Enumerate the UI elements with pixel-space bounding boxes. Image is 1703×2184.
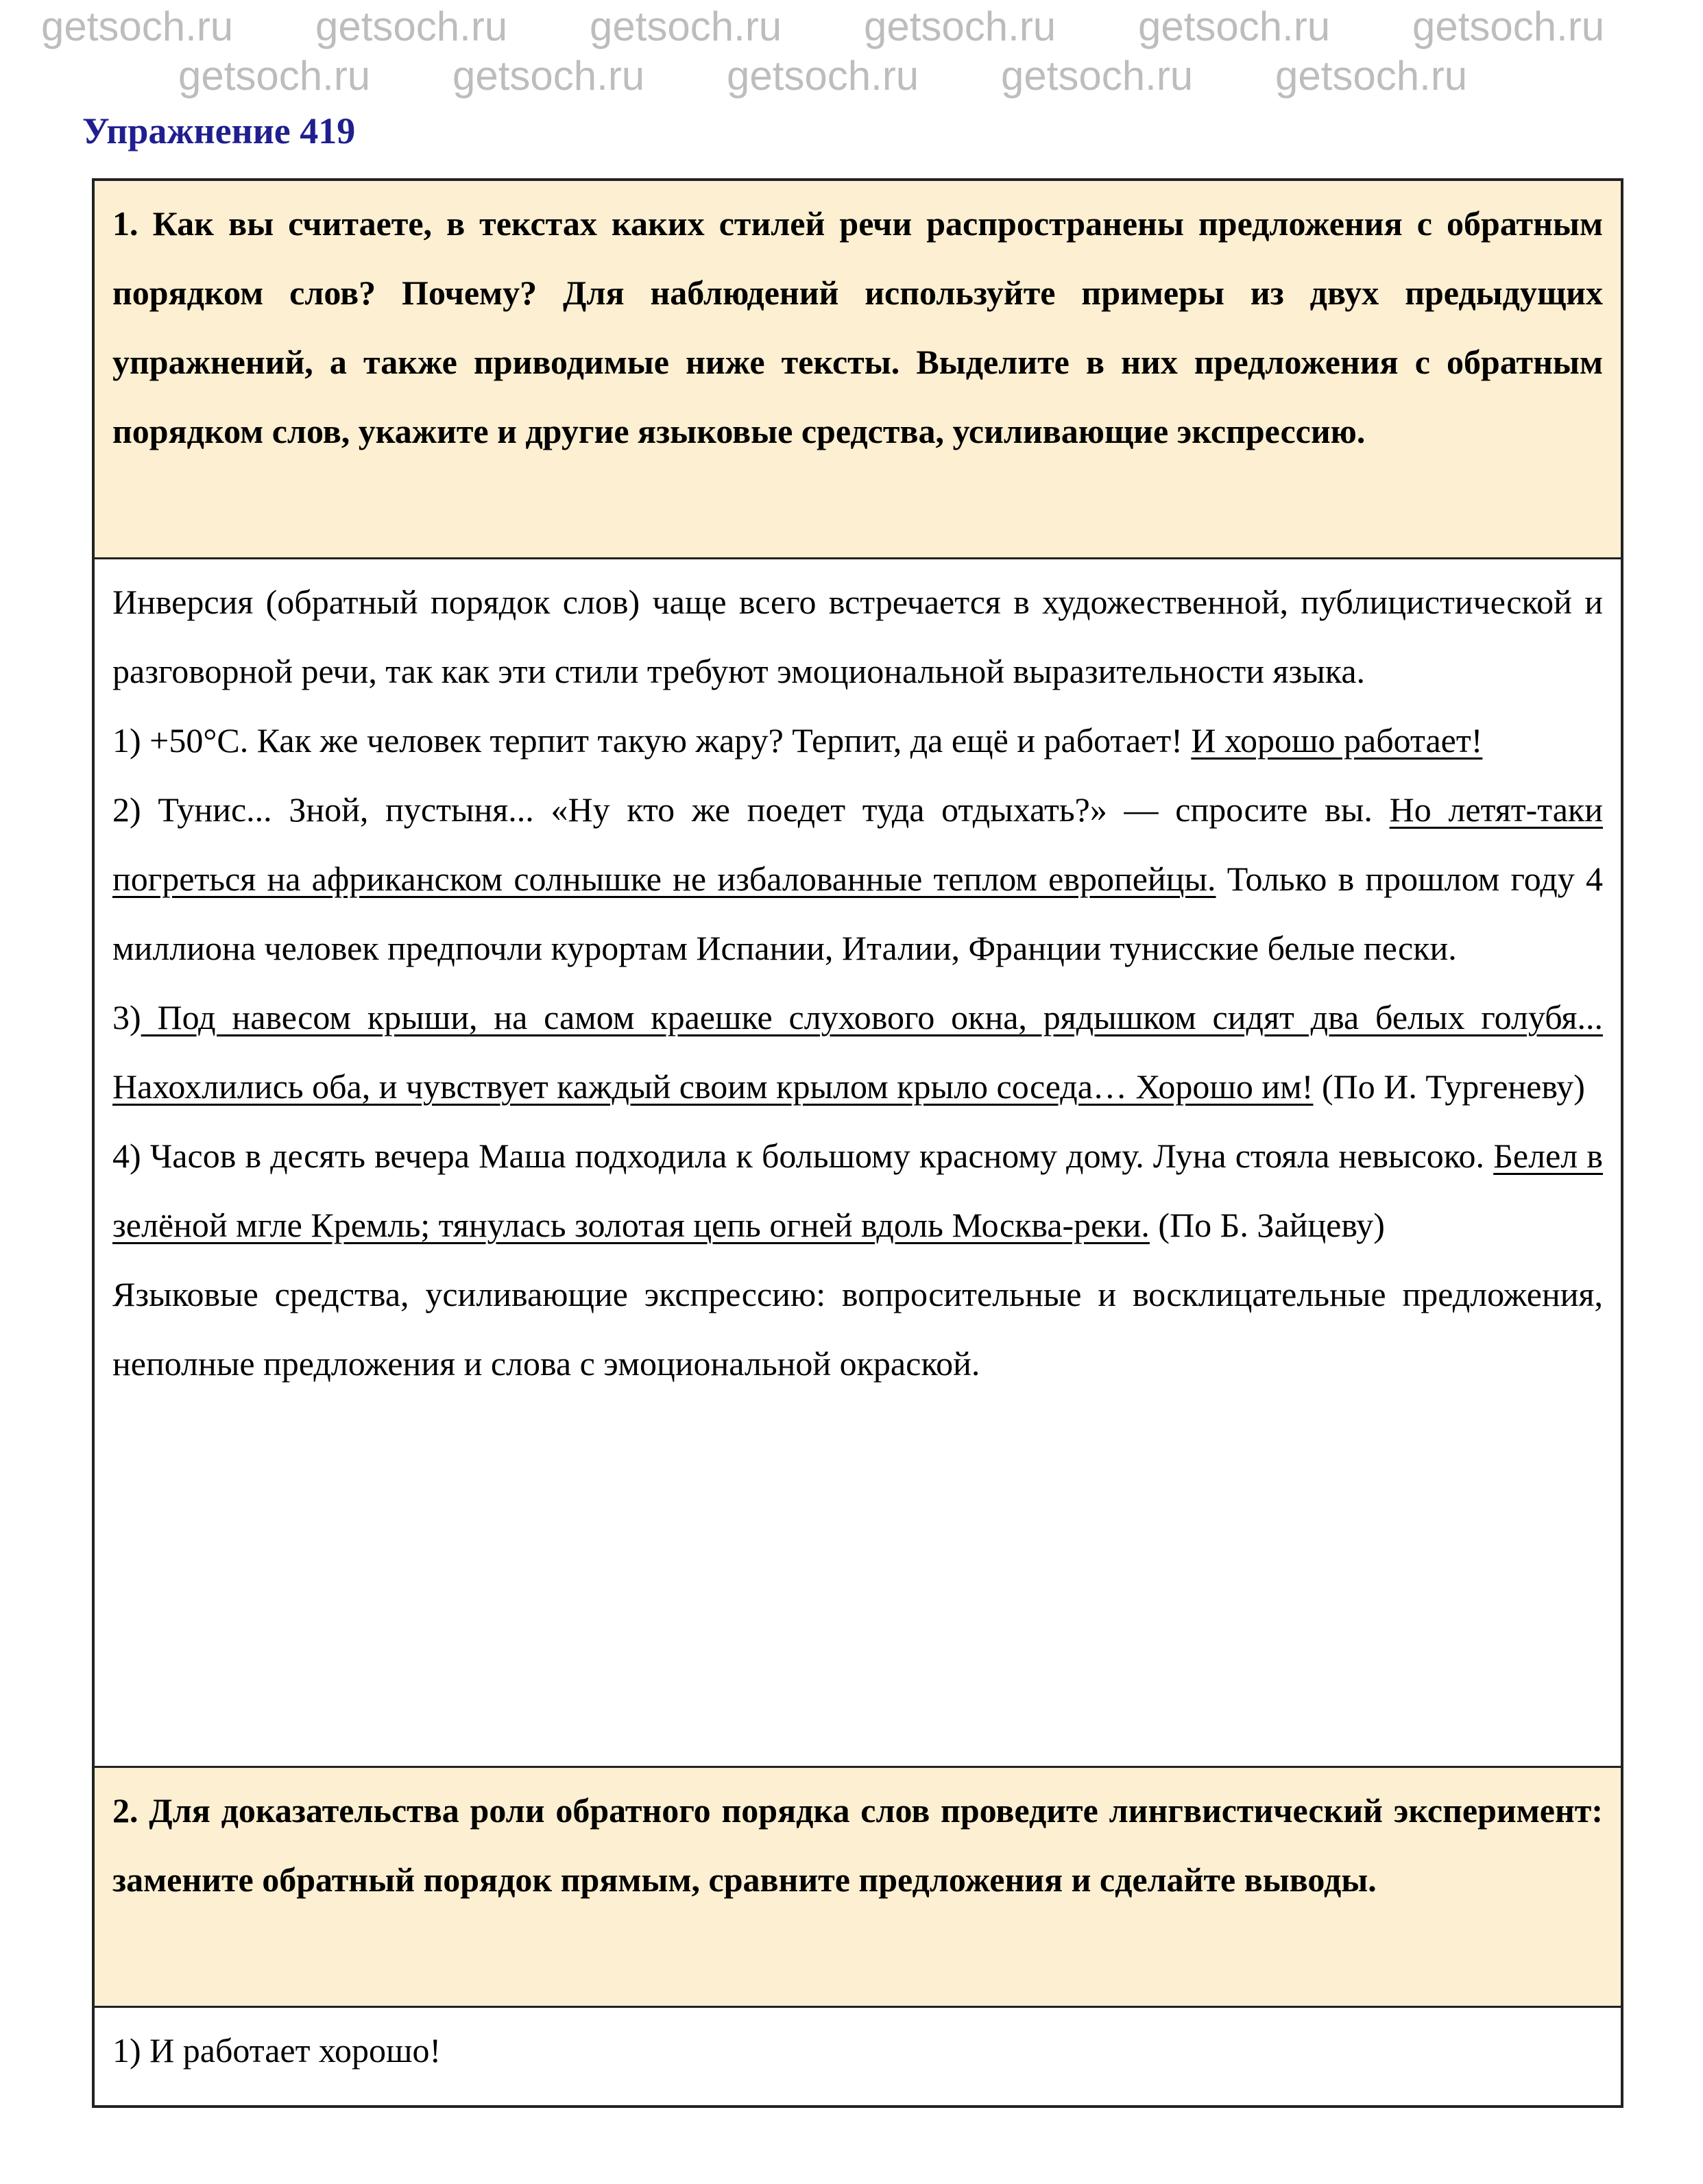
underlined-inversion: Но летят-таки погреться на африканском солнышке не избалованные теплом европейцы. [112, 790, 1603, 898]
task-2-text: 2. Для доказательства роли обратного порядка слов проведите лингвистический эксперимент: замените обратный порядок прямым, сравните предложения и сделайте выводы. [112, 1791, 1603, 1899]
task-1-text: 1. Как вы считаете, в текстах каких стилей речи распространены предложения с обратным порядком слов? Почему? Для наблюдений используйте примеры из двух предыдущих упражнений, а также приводимые ниже тексты. Выделите в них предложения с обратным порядком слов, укажите и другие языковые средства, усиливающие экспрессию. [112, 204, 1603, 450]
answer-text: 1) +50°С. Как же человек терпит такую жару? Терпит, да ещё и работает! [112, 721, 1192, 760]
answer-paragraph [112, 1121, 1603, 1260]
underlined-inversion: Под навесом крыши, на самом краешке слухового окна, рядышком сидят два белых голубя... Нахохлились оба, и чувствует каждый своим крылом крыло соседа… Хорошо им! [112, 998, 1603, 1106]
answer-paragraph [112, 983, 1603, 1121]
watermark: getsoch.ru [1001, 53, 1194, 99]
watermark: getsoch.ru [178, 53, 371, 99]
answer-text: 2) Тунис... Зной, пустыня... «Ну кто же поедет туда отдыхать?» — спросите вы. [112, 790, 1390, 829]
task-2-answer-text: 1) И работает хорошо! [112, 2031, 442, 2070]
answer-text: Языковые средства, усиливающие экспрессию: вопросительные и восклицательные предложения, неполные предложения и слова с эмоциональной окраской. [112, 1275, 1603, 1383]
task-2-answer [95, 2008, 1621, 2105]
answer-text: Только в прошлом году 4 миллиона человек предпочли курортам Испании, Италии, Франции тунисские белые пески. [112, 860, 1603, 967]
task-1-header [95, 181, 1621, 559]
watermark: getsoch.ru [315, 3, 508, 49]
answer-paragraph [112, 775, 1603, 983]
task-1-answer [95, 559, 1621, 1768]
watermark: getsoch.ru [864, 3, 1056, 49]
watermark: getsoch.ru [1412, 3, 1605, 49]
answer-paragraph [112, 1260, 1603, 1398]
watermark: getsoch.ru [1138, 3, 1331, 49]
watermark: getsoch.ru [590, 3, 782, 49]
exercise-table [92, 178, 1623, 2108]
underlined-inversion: И хорошо работает! [1191, 721, 1483, 760]
underlined-inversion: Белел в зелёной мгле Кремль; тянулась золотая цепь огней вдоль Москва-реки. [112, 1137, 1603, 1244]
answer-paragraph [112, 568, 1603, 706]
answer-text: (По Б. Зайцеву) [1149, 1206, 1385, 1244]
watermark: getsoch.ru [452, 53, 645, 99]
watermark: getsoch.ru [1275, 53, 1468, 99]
answer-text: 4) Часов в десять вечера Маша подходила к большому красному дому. Луна стояла невысоко. [112, 1137, 1494, 1175]
answer-text: Инверсия (обратный порядок слов) чаще всего встречается в художественной, публицистической и разговорной речи, так как эти стили требуют эмоциональной выразительности языка. [112, 583, 1603, 690]
answer-text: (По И. Тургеневу) [1313, 1067, 1585, 1106]
watermark: getsoch.ru [727, 53, 919, 99]
exercise-title: Упражнение 419 [82, 110, 356, 151]
answer-paragraph [112, 706, 1603, 775]
task-2-header [95, 1768, 1621, 2008]
watermark: getsoch.ru [41, 3, 234, 49]
answer-text: 3) [112, 998, 141, 1036]
